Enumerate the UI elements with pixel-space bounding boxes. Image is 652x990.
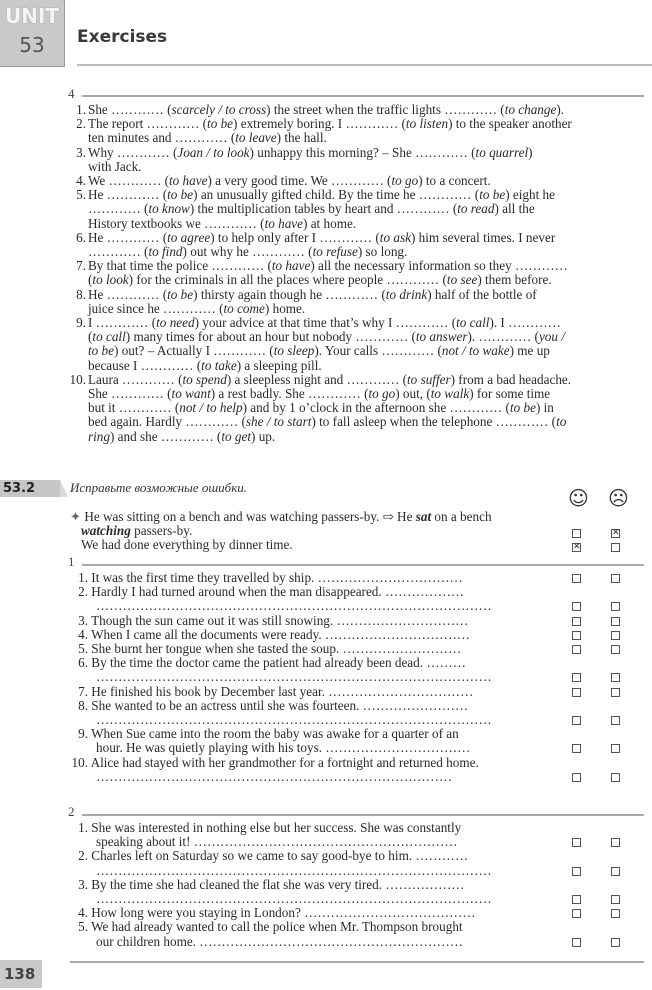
checkbox-correct[interactable] (572, 574, 581, 583)
question-line-continued (70, 713, 586, 727)
question-line (70, 727, 560, 741)
checkbox-correct[interactable] (572, 688, 581, 697)
question-line-continued (70, 741, 586, 755)
question-line (70, 628, 560, 642)
exercise-item (68, 231, 648, 259)
checkbox-correct[interactable] (572, 938, 581, 947)
item-text: I ………… (to need) your advice at that time that’s why I ………… (to call). I ………… (to call) many times for about an hour but nobody ………… (to answer). ………… (you / to be) out? – Actually I ………… (to sleep). Your calls ………… (not / to wake) me up because I ………… (to take) a sleeping pill. (88, 315, 565, 373)
question-text: She was interested in nothing else but her success. She was constantly (91, 820, 462, 835)
part-2-number: 2 (68, 804, 75, 819)
question-line-continued (70, 835, 586, 849)
item-number: 7. (76, 258, 86, 274)
question-line (70, 920, 560, 934)
checkbox-wrong[interactable] (611, 773, 620, 782)
exercise-item (68, 174, 648, 188)
question-line (70, 821, 560, 835)
item-number: 10. (69, 371, 86, 387)
question-number: 5. (78, 919, 88, 935)
question-line (70, 614, 560, 628)
checkbox-correct[interactable] (572, 895, 581, 904)
question-number: 1. (78, 570, 88, 585)
question-text: Though the sun came out it was still snowing. ………………………… (91, 612, 469, 628)
question-number: 8. (78, 697, 88, 713)
question-line-continued (70, 770, 586, 784)
question-text: It was the first time they travelled by ship. …………………………… (91, 570, 463, 585)
exercise-item (68, 117, 648, 145)
example2-checkbox-wrong[interactable] (611, 543, 620, 552)
question-line-continued (70, 935, 586, 949)
checkbox-correct[interactable] (572, 617, 581, 626)
question-line (70, 571, 560, 585)
question-number: 3. (78, 612, 88, 628)
example-checkbox-wrong[interactable]: ✕ (612, 528, 620, 538)
question-number: 2. (78, 584, 88, 600)
question-text: our children home. …………………………………………………… (96, 933, 464, 949)
page-title: Exercises (77, 27, 168, 47)
question-text: By the time she had cleaned the flat she was very tired. ……………… (91, 876, 465, 892)
checkbox-wrong[interactable] (611, 574, 620, 583)
title-divider (77, 64, 652, 66)
item-number: 1. (76, 102, 86, 117)
checkbox-wrong[interactable] (611, 602, 620, 611)
exercise-item (68, 259, 648, 287)
item-text: She ………… (scarcely / to cross) the street when the traffic lights ………… (to change). (88, 102, 565, 117)
part-1-divider (82, 564, 644, 566)
question-text: When Sue came into the room the baby was awake for a quarter of an (91, 726, 459, 742)
item-number: 3. (76, 144, 86, 160)
question-text: ……………………………………………………………………………… (96, 598, 492, 614)
question-text: ……………………………………………………………………………… (96, 712, 492, 727)
question-text: ……………………………………………………………………………… (96, 891, 492, 906)
checkbox-wrong[interactable] (611, 688, 620, 697)
question-number: 1. (78, 820, 88, 835)
question-line (70, 699, 560, 713)
item-text: Laura ………… (to spend) a sleepless night and ………… (to suffer) from a bad headache. She ………… (to want) a rest badly. She ………… (to go) out, (to walk) for some time but it ………… (not / to help) and by 1 o’clock in the afternoon she ………… (to be) in bed again. Hardly ………… (she / to start) to fall asleep when the telephone ………… (to ring) and she ………… (to get) up. (88, 371, 572, 444)
exercise-item (68, 316, 648, 373)
question-line (70, 906, 560, 920)
question-text: ……………………………………………………………………………… (96, 669, 492, 685)
item-number: 2. (76, 116, 86, 132)
item-text: By that time the police ………… (to have) all the necessary information so they ………… (to look) for the criminals in all the places where people ………… (to see) them before. (88, 258, 568, 288)
bottom-divider (70, 961, 644, 963)
checkbox-wrong[interactable] (611, 909, 620, 918)
exercise-item (68, 288, 648, 316)
exercise-4-list (68, 103, 648, 444)
checkbox-correct[interactable] (572, 673, 581, 682)
example-sat: sat (415, 509, 432, 524)
checkbox-correct[interactable] (572, 744, 581, 753)
question-text: Alice had stayed with her grandmother for a fortnight and returned home. (90, 754, 479, 770)
example-text: He was sitting on a bench and was watching passers-by. ⇨ He (84, 509, 416, 524)
item-text: Why ………… (Joan / to look) unhappy this morning? – She ………… (to quarrel) with Jack. (88, 144, 533, 174)
question-number: 3. (78, 876, 88, 892)
checkbox-correct[interactable] (572, 909, 581, 918)
example2-checkbox-correct[interactable]: ✕ (573, 542, 581, 552)
part-1-number: 1 (68, 554, 75, 569)
happy-face-icon: ☺ (568, 486, 589, 510)
question-line (70, 756, 560, 770)
unit-word: UNIT (4, 4, 60, 28)
unit-badge (0, 0, 65, 67)
checkbox-wrong[interactable] (611, 617, 620, 626)
checkbox-correct[interactable] (572, 867, 581, 876)
exercise-label: 53.2 (0, 480, 60, 497)
exercise-item (68, 188, 648, 231)
question-number: 6. (78, 655, 88, 671)
question-line (70, 656, 560, 670)
exercise-item (68, 146, 648, 174)
checkbox-wrong[interactable] (611, 744, 620, 753)
item-text: We ………… (to have) a very good time. We ………… (to go) to a concert. (88, 173, 491, 189)
checkbox-wrong[interactable] (611, 895, 620, 904)
question-line-continued (70, 892, 586, 906)
checkbox-wrong[interactable] (611, 938, 620, 947)
question-line-continued (70, 864, 586, 878)
checkbox-correct[interactable] (572, 773, 581, 782)
item-text: He ………… (to be) an unusually gifted child. By the time he ………… (to be) eight he ………… (to know) the multiplication tables by heart and ………… (to read) all the History textbooks we ………… (to have) at home. (88, 187, 556, 231)
question-number: 4. (78, 905, 88, 921)
question-text: hour. He was quietly playing with his toys. …………………………… (96, 740, 471, 756)
example-marker-icon: ✦ (70, 509, 82, 524)
question-number: 9. (78, 726, 88, 742)
checkbox-wrong[interactable] (611, 838, 620, 847)
example-text-end: on a bench (431, 509, 492, 524)
page-number: 138 (0, 960, 42, 988)
question-text: speaking about it! …………………………………………………… (96, 834, 458, 850)
question-text: She burnt her tongue when she tasted the soup. ……………………… (91, 641, 462, 656)
exercise-4-divider (82, 95, 644, 97)
checkbox-wrong[interactable] (611, 673, 620, 682)
question-text: When I came all the documents were ready. …………………………… (91, 626, 470, 642)
item-number: 6. (76, 229, 86, 245)
item-number: 5. (76, 187, 86, 203)
item-number: 8. (76, 286, 86, 302)
question-text: ……………………………………………………………………………… (96, 862, 492, 878)
question-text: He finished his book by December last year. …………………………… (91, 683, 474, 699)
question-text: She wanted to be an actress until she was fourteen. …………………… (91, 697, 469, 713)
example-text-2: passers-by. (130, 523, 193, 538)
question-line-continued (70, 670, 586, 684)
item-text: The report ………… (to be) extremely boring. I ………… (to listen) to the speaker another ten minutes and ………… (to leave) the hall. (88, 116, 572, 146)
question-line-continued (70, 599, 586, 613)
exercise-item (68, 373, 648, 444)
item-number: 4. (76, 173, 86, 189)
question-text: Charles left on Saturday so we came to say good-bye to him. ………… (91, 848, 469, 864)
checkbox-wrong[interactable] (611, 631, 620, 640)
question-number: 5. (78, 641, 88, 656)
question-line (70, 878, 560, 892)
question-number: 2. (78, 848, 88, 864)
question-line (70, 685, 560, 699)
checkbox-correct[interactable] (572, 631, 581, 640)
checkbox-correct[interactable] (572, 716, 581, 725)
item-text: He ………… (to be) thirsty again though he ………… (to drink) half of the bottle of juice since he ………… (to come) home. (88, 286, 537, 316)
checkbox-correct[interactable] (572, 602, 581, 611)
question-text: Hardly I had turned around when the man disappeared. ……………… (91, 584, 465, 600)
question-text: We had already wanted to call the police when Mr. Thompson brought (91, 919, 463, 935)
checkbox-wrong[interactable] (611, 645, 620, 654)
checkbox-wrong[interactable] (611, 716, 620, 725)
checkbox-wrong[interactable] (611, 867, 620, 876)
part-2-divider (82, 814, 644, 816)
exercise-item (68, 103, 648, 117)
checkbox-correct[interactable] (572, 645, 581, 654)
question-line (70, 642, 560, 656)
example-2: We had done everything by dinner time. (81, 537, 293, 552)
exercise-instruction: Исправьте возможные ошибки. (70, 480, 248, 495)
example-watching: watching (81, 523, 131, 538)
question-text: By the time the doctor came the patient had already been dead. ……… (91, 655, 466, 671)
question-line (70, 585, 560, 599)
item-number: 9. (76, 315, 86, 331)
exercise-4-number: 4 (68, 86, 75, 101)
question-text: How long were you staying in London? ………………………………… (91, 905, 476, 921)
item-text: He ………… (to agree) to help only after I ………… (to ask) him several times. I never ………… (to find) out why he ………… (to refuse) so long. (88, 229, 556, 260)
question-number: 4. (78, 626, 88, 642)
question-line (70, 849, 560, 863)
sad-face-icon: ☹ (608, 486, 629, 510)
question-text: ……………………………………………………………………… (96, 768, 453, 784)
question-number: 10. (71, 754, 88, 770)
example-checkbox-correct[interactable] (572, 529, 581, 538)
checkbox-correct[interactable] (572, 838, 581, 847)
unit-number: 53 (19, 33, 45, 57)
question-number: 7. (78, 683, 88, 699)
